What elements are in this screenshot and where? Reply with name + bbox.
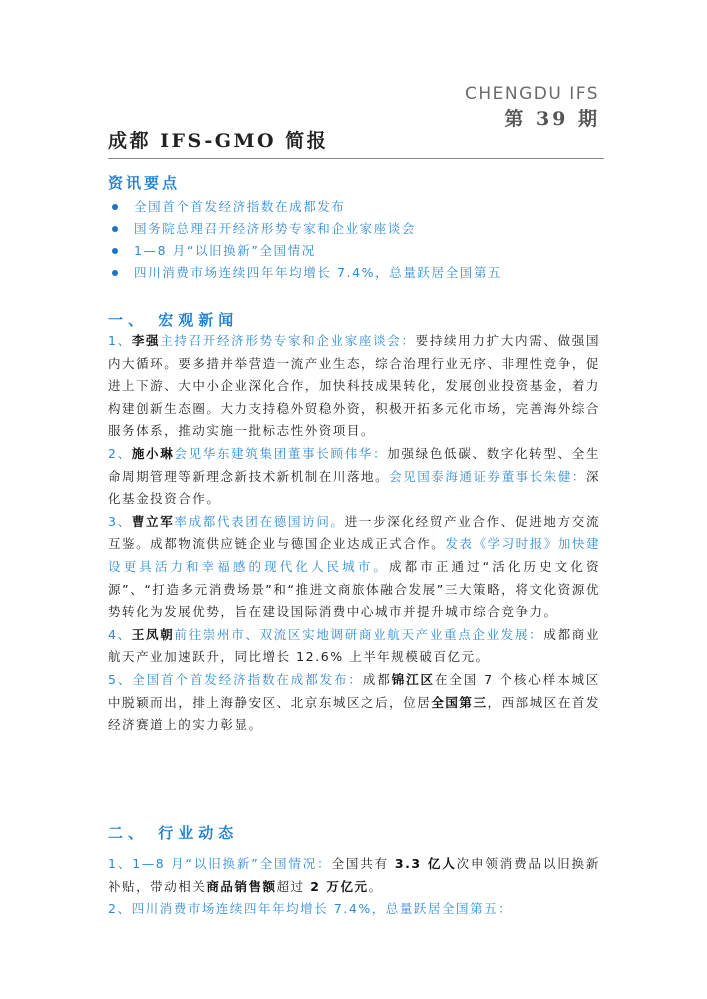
highlight-text: 国务院总理召开经济形势专家和企业家座谈会 bbox=[134, 221, 417, 236]
news-body: 成都 bbox=[362, 671, 392, 687]
news-lead: 四川消费市场连续四年年均增长 7.4%，总量跃居全国第五： bbox=[131, 901, 513, 917]
news-lead: 前往崇州市、双流区实地调研商业航天产业重点企业发展： bbox=[174, 626, 544, 642]
industry-news-body bbox=[108, 853, 600, 921]
person-name: 李强 bbox=[131, 333, 161, 348]
district-name: 锦江区 bbox=[391, 671, 435, 687]
item-number: 1、 bbox=[108, 856, 133, 871]
stat-value: 2 万亿元 bbox=[310, 878, 369, 894]
news-body-2: 成都市正通过“活化历史文化资源”、“打造多元消费场景”和“推进文商旅体融合发展”三大策略，将文化资源优势转化为发展优势，旨在建设国际消费中心城市并提升城市综合竞争力。 bbox=[108, 558, 600, 620]
news-body: 。 bbox=[368, 878, 383, 894]
news-body: ，西部城区在首发经济赛道上的实力彰显。 bbox=[108, 694, 600, 733]
bullet-icon bbox=[112, 248, 118, 254]
list-item bbox=[112, 240, 502, 262]
news-body: 成都商业航天产业加速跃升，同比增长 12.6% 上半年规模破百亿元。 bbox=[108, 626, 600, 665]
news-body: 在全国 7 个核心样本城区中脱颖而出，排上海静安区、北京东城区之后，位居 bbox=[108, 671, 600, 710]
bullet-icon bbox=[112, 204, 118, 210]
highlights-list bbox=[112, 196, 502, 284]
list-item bbox=[112, 218, 502, 240]
news-lead: 1—8 月“以旧换新”全国情况： bbox=[132, 856, 332, 871]
news-lead: 主持召开经济形势专家和企业家座谈会： bbox=[160, 333, 416, 348]
item-number: 2、 bbox=[108, 445, 132, 461]
news-body: 加强绿色低碳、数字化转型、全生命周期管理等新理念新技术新机制在川落地。 bbox=[108, 445, 600, 484]
section-heading-industry: 二、 行业动态 bbox=[108, 824, 239, 842]
news-body: 要持续用力扩大内需、做强国内大循环。要多措并举营造一流产业生态，综合治理行业无序、非理性竞争，促进上下游、大中小企业深化合作，加快科技成果转化，发展创业投资基金，着力构建创新生态圈。大力支持稳外贸稳外资，积极开拓多元化市场，完善海外综合服务体系，推动实施一批标志性外资项目。 bbox=[108, 333, 601, 439]
bullet-icon bbox=[112, 270, 118, 276]
highlights-heading: 资讯要点 bbox=[108, 174, 181, 192]
bullet-icon bbox=[112, 226, 118, 232]
item-number: 3、 bbox=[108, 513, 132, 529]
section-heading-macro: 一、 宏观新闻 bbox=[108, 311, 239, 329]
news-body: 全国共有 bbox=[331, 856, 395, 871]
page-title: 成都 IFS-GMO 简报 bbox=[108, 130, 329, 152]
person-name: 施小琳 bbox=[131, 445, 175, 461]
highlight-text: 1—8 月“以旧换新”全国情况 bbox=[134, 243, 316, 258]
news-body-2: 深化基金投资合作。 bbox=[108, 468, 600, 507]
news-item bbox=[108, 443, 600, 511]
news-body: 次申领消费品以旧换新补贴，带动相关 bbox=[108, 856, 600, 894]
item-number: 4、 bbox=[108, 626, 132, 642]
news-lead: 全国首个首发经济指数在成都发布： bbox=[132, 671, 363, 687]
news-item bbox=[108, 624, 600, 669]
news-lead-2: 发表《学习时报》加快建设更具活力和幸福感的现代化人民城市。 bbox=[108, 536, 600, 574]
news-item bbox=[108, 853, 600, 898]
item-number: 2、 bbox=[108, 901, 132, 917]
stat-label: 商品销售额 bbox=[206, 878, 277, 894]
news-lead: 会见华东建筑集团董事长顾伟华： bbox=[174, 445, 388, 461]
news-lead: 率成都代表团在德国访问。 bbox=[174, 513, 345, 529]
person-name: 王凤朝 bbox=[131, 626, 175, 642]
item-number: 1、 bbox=[108, 333, 132, 348]
list-item bbox=[112, 196, 502, 218]
stat-value: 3.3 亿人 bbox=[394, 856, 457, 871]
title-divider bbox=[108, 158, 604, 159]
person-name: 曹立军 bbox=[131, 513, 175, 529]
news-body: 超过 bbox=[276, 878, 311, 894]
rank-text: 全国第三 bbox=[431, 694, 488, 710]
news-item bbox=[108, 898, 600, 921]
news-body: 进一步深化经贸产业合作、促进地方交流互鉴。成都物流供应链企业与德国企业达成正式合作。 bbox=[108, 513, 601, 552]
news-item bbox=[108, 511, 600, 624]
news-item bbox=[108, 330, 600, 443]
macro-news-body bbox=[108, 330, 600, 737]
issue-number: 第 39 期 bbox=[504, 108, 600, 130]
news-lead-2: 会见国泰海通证券董事长朱健： bbox=[389, 468, 586, 484]
highlight-text: 四川消费市场连续四年年均增长 7.4%，总量跃居全国第五 bbox=[134, 265, 503, 280]
brand-name: CHENGDU IFS bbox=[464, 84, 599, 104]
item-number: 5、 bbox=[108, 671, 133, 687]
news-item bbox=[108, 669, 600, 737]
highlight-text: 全国首个首发经济指数在成都发布 bbox=[134, 199, 346, 214]
list-item bbox=[112, 262, 502, 284]
